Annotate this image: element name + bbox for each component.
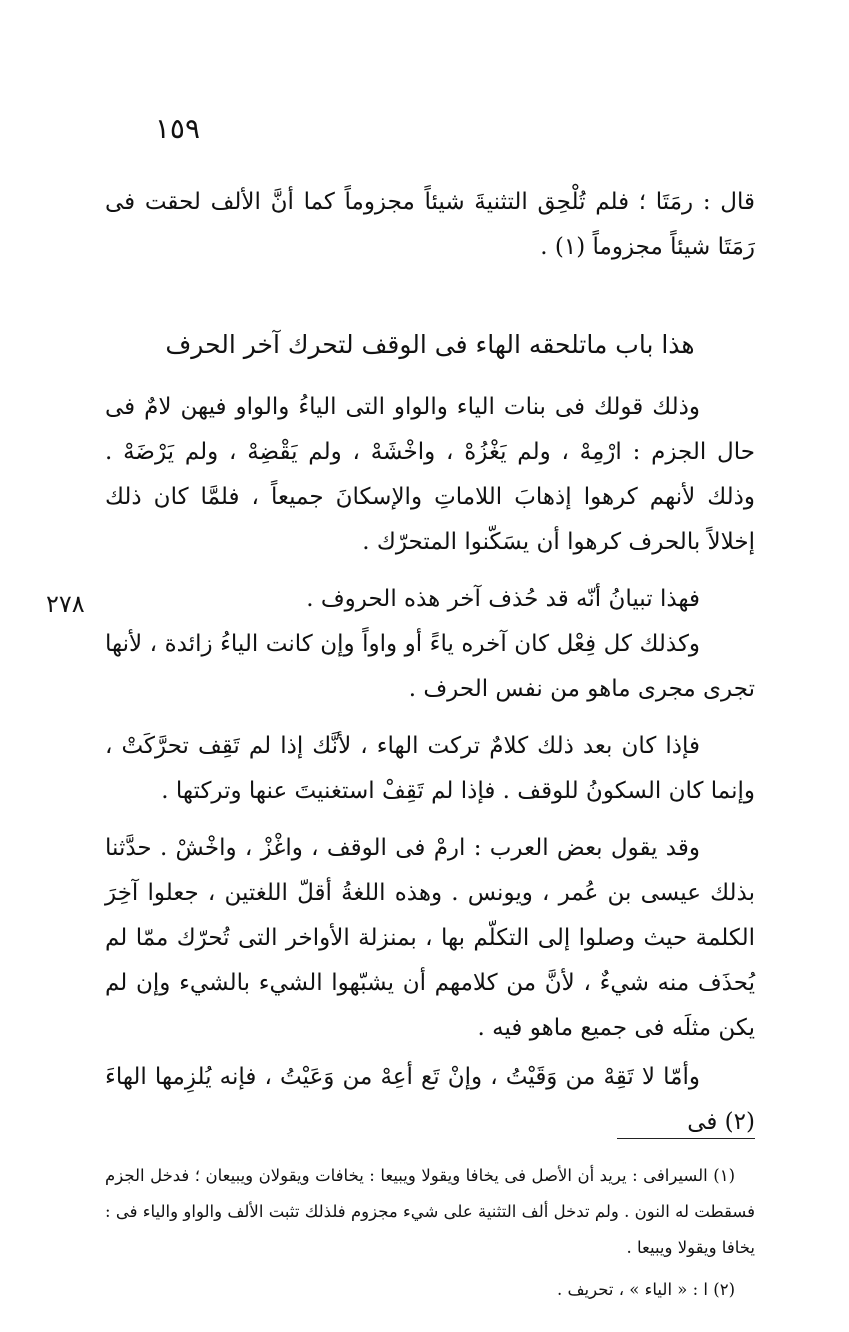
footnote-2: (٢) ا : « الياء » ، تحريف . [556, 1280, 735, 1299]
paragraph-2: فهذا تبيانُ أنّه قد حُذف آخر هذه الحروف . [306, 586, 700, 612]
paragraph-5: وقد يقول بعض العرب : ارمْ فى الوقف ، واغْزْ ، واخْشْ . حدَّثنا بذلك عيسى بن عُمر ، ويونس . وهذه اللغةُ أقلّ اللغتين ، جعلوا آخِرَ الكلمة حيث وصلوا إلى التكلّم بها ، بمنزلة الأواخر التى تُحرّك ممّا لم يُحذَف منه شيءٌ ، لأنَّ من كلامهم أن يشبّهوا الشيء بالشيء وإن لم يكن مثلَه فى جميع ماهو فيه . [105, 835, 755, 1041]
paragraph-6: وأمّا لا تَقِهْ من وَقَيْتُ ، وإنْ تَع أعِهْ من وَعَيْتُ ، فإنه يُلزِمها الهاءَ (٢) فى [105, 1064, 755, 1135]
footnote-separator [617, 1138, 755, 1139]
intro-paragraph: قال : رمَتَا ؛ فلم تُلْحِق التثنيةَ شيئاً مجزوماً كما أنَّ الألف لحقت فى رَمَتَا شيئاً مجزوماً (١) . [105, 189, 755, 260]
paragraph-3: وكذلك كل فِعْل كان آخره ياءً أو واواً وإن كانت الياءُ زائدة ، لأنها تجرى مجرى ماهو من نفس الحرف . [105, 631, 755, 702]
footnote-1: (١) السيرافى : يريد أن الأصل فى يخافا ويقولا ويبيعا : يخافات ويقولان ويبيعان ؛ فدخل الجزم فسقطت له النون . ولم تدخل ألف التثنية على شيء مجزوم فلذلك تثبت الألف والواو والياء فى : يخافا ويقولا ويبيعا . [105, 1166, 755, 1257]
page-number: ١٥٩ [154, 112, 200, 145]
paragraph-1: وذلك قولك فى بنات الياء والواو التى الياءُ والواو فيهن لامٌ فى حال الجزم : ارْمِهْ ، ولم يَغْزُهْ ، واخْشَهْ ، ولم يَقْضِهْ ، ولم يَرْضَهْ . وذلك لأنهم كرهوا إذهابَ اللاماتِ والإسكانَ جميعاً ، فلمَّا كان ذلك إخلالاً بالحرف كرهوا أن يسَكّنوا المتحرّك . [105, 394, 755, 555]
margin-reference-number: ٢٧٨ [46, 590, 85, 618]
intro-paragraph-block [105, 180, 755, 270]
paragraph-4: فإذا كان بعد ذلك كلامٌ تركت الهاء ، لأنَّك إذا لم تَقِف تحرَّكَتْ ، وإنما كان السكونُ للوقف . فإذا لم تَقِفْ استغنيتَ عنها وتركتها . [105, 733, 755, 804]
footnotes [105, 1158, 755, 1308]
chapter-heading: هذا باب ماتلحقه الهاء فى الوقف لتحرك آخر الحرف [165, 330, 695, 359]
body-text [105, 385, 755, 1145]
